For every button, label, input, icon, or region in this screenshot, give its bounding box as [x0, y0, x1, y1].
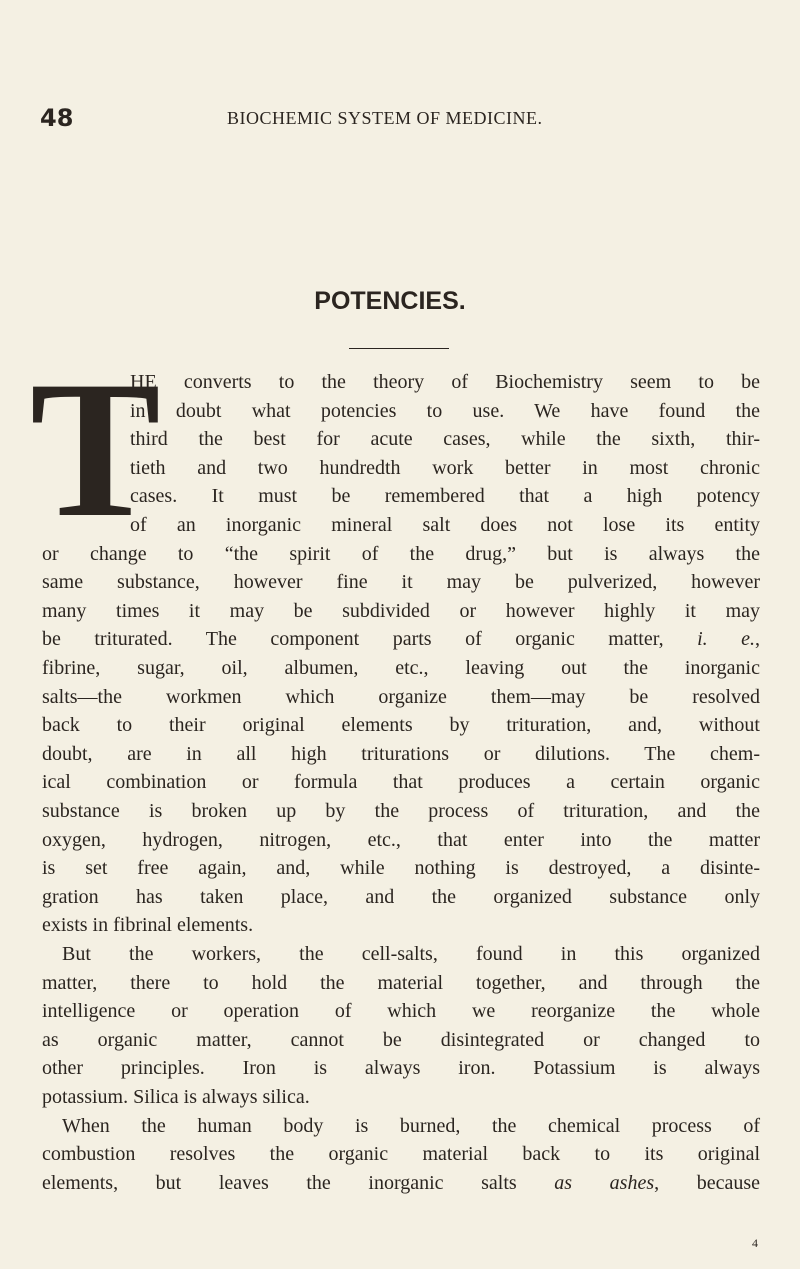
text-line: cases. It must be remembered that a high potency [130, 485, 760, 508]
drop-cap-letter: T [30, 341, 161, 558]
text-line: combustion resolves the organic material back to its original [42, 1143, 760, 1166]
text-line: as organic matter, cannot be disintegrated or changed to [42, 1028, 760, 1051]
text-line: exists in fibrinal elements. [42, 914, 254, 937]
text-line: gration has taken place, and the organized substance only [42, 885, 760, 908]
text-line: intelligence or operation of which we reorganize the whole [42, 1000, 760, 1023]
text-line: tieth and two hundredth work better in most chronic [130, 456, 760, 479]
text-line: elements, but leaves the inorganic salts as ashes, because [42, 1171, 760, 1194]
text-line: But the workers, the cell-salts, found in this organized [62, 943, 760, 965]
running-head: BIOCHEMIC SYSTEM OF MEDICINE. [227, 108, 543, 128]
text-line: same substance, however fine it may be pulverized, however [42, 571, 760, 594]
text-line: or change to “the spirit of the drug,” but is always the [42, 542, 760, 565]
text-line: be triturated. The component parts of organic matter, i. e., [42, 628, 760, 651]
text-line: back to their original elements by trituration, and, without [42, 714, 760, 737]
text-line: fibrine, sugar, oil, albumen, etc., leaving out the inorganic [42, 657, 760, 679]
text-line: potassium. Silica is always silica. [42, 1086, 310, 1108]
chapter-title: POTENCIES. [314, 287, 466, 315]
text-line: oxygen, hydrogen, nitrogen, etc., that enter into the matter [42, 828, 760, 851]
corner-mark: 4 [752, 1236, 758, 1250]
page-number: 48 [40, 104, 74, 132]
text-line: doubt, are in all high triturations or dilutions. The chem- [42, 742, 760, 765]
text-line: third the best for acute cases, while the sixth, thir- [130, 428, 760, 451]
text-line: salts—the workmen which organize them—may be resolved [42, 685, 760, 708]
text-line: in doubt what potencies to use. We have found the [130, 399, 760, 422]
text-line: of an inorganic mineral salt does not lose its entity [130, 514, 760, 536]
text-line: many times it may be subdivided or however highly it may [42, 599, 760, 622]
text-line: When the human body is burned, the chemical process of [62, 1114, 760, 1137]
text-line: is set free again, and, while nothing is destroyed, a disinte- [42, 857, 760, 880]
text-line: matter, there to hold the material together, and through the [42, 971, 760, 994]
text-line: HE converts to the theory of Biochemistry seem to be [130, 371, 760, 393]
title-rule [349, 348, 449, 349]
text-line: substance is broken up by the process of trituration, and the [42, 800, 760, 822]
text-line: other principles. Iron is always iron. Potassium is always [42, 1057, 760, 1080]
text-line: ical combination or formula that produces a certain organic [42, 771, 760, 794]
